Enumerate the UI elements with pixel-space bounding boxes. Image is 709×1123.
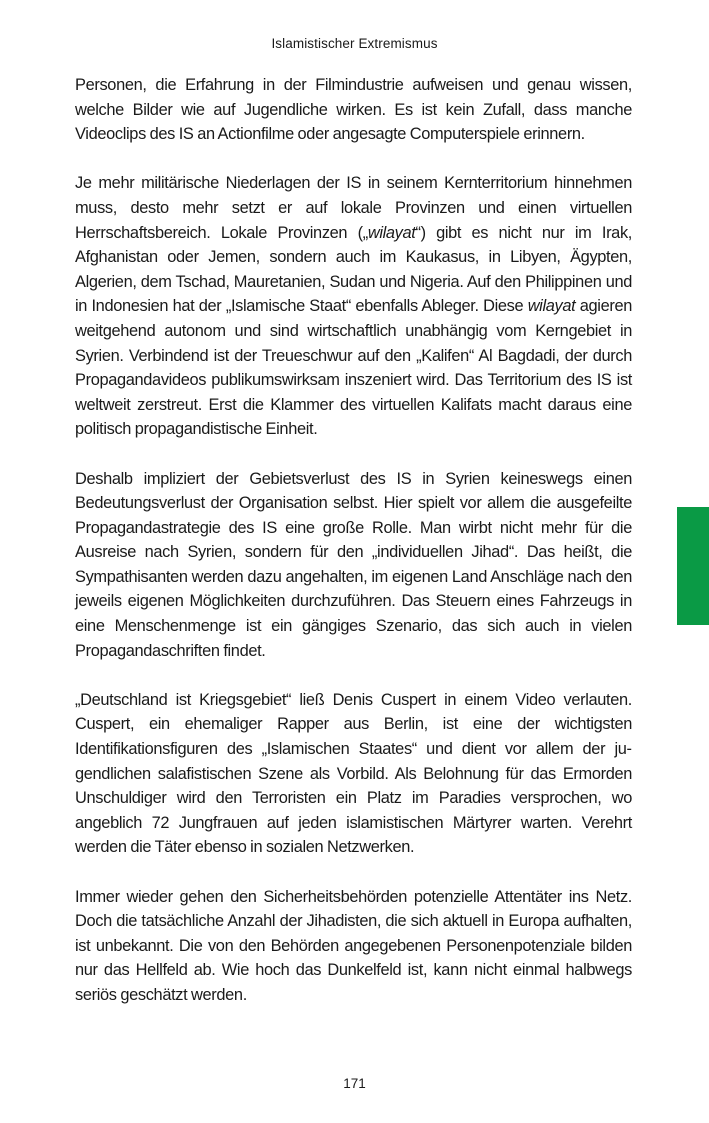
paragraph-1: Personen, die Erfahrung in der Filmindustrie aufweisen und genau wissen, welche Bilder wie auf Jugendliche wirken. Es ist kein Zufall, dass manche Videoclips des IS an Actionfilme oder angesagte Computerspiele erinnern. [75,76,632,144]
italic-term: wilayat [527,297,576,316]
page-number: 171 [343,1076,366,1091]
paragraph-2: Je mehr militärische Niederlagen der IS in seinem Kernterritorium hinnehmen muss, desto mehr setzt er auf lokale Provinzen und einen virtuellen Herrschaftsbereich. Lokale Provinzen („wilayat“) gibt es nicht nur im Irak, Afghanistan oder Jemen, sondern auch im Kaukasus, in Libyen, Ägypten, Algerien, dem Tschad, Mauretanien, Sudan und Nigeria. Auf den Philippinen und in Indonesien hat der „Islamische Staat“ ebenfalls Ableger. Diese wilayat agieren weitgehend autonom und sind wirtschaftlich unabhängig vom Kerngebiet in Syrien. Verbindend ist der Treueschwur auf den „Kalifen“ Al Bagdadi, der durch Propagandavideos publikumswirksam inszeniert wird. Das Territorium des IS ist weltweit zerstreut. Erst die Klammer des virtuellen Kalifats macht daraus eine politisch propagandistische Einheit. [75,174,632,439]
running-head: Islamistischer Extremismus [271,36,438,51]
chapter-thumb-tab [677,507,709,625]
italic-term: wilayat [367,223,416,242]
paragraph-4: „Deutschland ist Kriegsgebiet“ ließ Denis Cuspert in einem Video verlauten. Cuspert, ein ehemaliger Rapper aus Berlin, ist eine der wichtigsten Identifikationsfiguren des „Islamischen Staates“ und dient vor allem der jugendlichen salafistischen Szene als Vorbild. Als Belohnung für das Ermorden Unschuldiger wird den Terroristen ein Platz im Paradies versprochen, wo angeblich 72 Jungfrauen auf jeden islamistischen Märtyrer warten. Verehrt werden die Täter ebenso in sozialen Netzwerken. [75,690,632,857]
paragraph-5: Immer wieder gehen den Sicherheitsbehörden potenzielle Attentäter ins Netz. Doch die tatsächliche Anzahl der Jihadisten, die sich aktuell in Europa aufhalten, ist unbekannt. Die von den Behörden angegebenen Personenpotenziale bilden nur das Hellfeld ab. Wie hoch das Dunkelfeld ist, kann nicht einmal halbwegs seriös geschätzt werden. [75,887,632,1004]
body-text [75,73,632,1008]
paragraph-3: Deshalb impliziert der Gebietsverlust des IS in Syrien keineswegs einen Bedeutungsverlust der Organisation selbst. Hier spielt vor allem die ausgefeilte Propagandastrategie des IS eine große Rolle. Man wirbt nicht mehr für die Ausreise nach Syrien, sondern für den „individuellen Jihad“. Das heißt, die Sympathisanten werden dazu angehalten, im eigenen Land Anschläge nach den jeweils eigenen Möglichkeiten durchzuführen. Das Steuern eines Fahrzeugs in eine Menschenmenge ist ein gängiges Szenario, das sich auch in vielen Propagandaschriften findet. [75,469,632,660]
